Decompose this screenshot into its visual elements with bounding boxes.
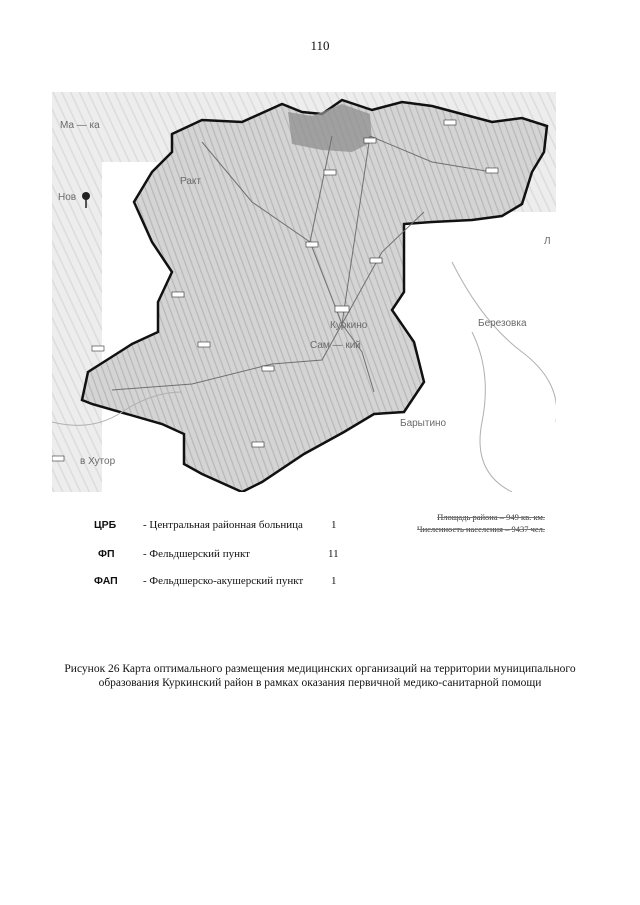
river [452, 262, 556, 422]
legend-abbr: ЦРБ [94, 519, 117, 531]
facility-marker [370, 258, 382, 263]
figure-caption: Рисунок 26 Карта оптимального размещения медицинских организаций на территории муниципального образования Куркинский район в рамках оказания первичной медико-санитарной помощи [64, 663, 576, 689]
facility-marker [92, 346, 104, 351]
facility-marker [252, 442, 264, 447]
facility-marker [172, 292, 184, 297]
map-label: Барытино [400, 418, 447, 429]
map-label: Куркино [330, 320, 368, 331]
map-label: Л [544, 236, 551, 247]
legend-description: - Фельдшерско-акушерский пункт [143, 575, 304, 587]
map-label: Сам — кий [310, 340, 361, 351]
facility-marker [198, 342, 210, 347]
facility-marker [306, 242, 318, 247]
river [472, 332, 512, 492]
map-label: Ма — ка [60, 120, 100, 131]
population-stat: Численность населения – 9437 чел. [417, 524, 545, 534]
page-number: 110 [310, 38, 330, 53]
legend-count: 11 [328, 548, 339, 560]
facility-marker [52, 456, 64, 461]
legend-description: - Фельдшерский пункт [143, 548, 250, 560]
surrounding-area-left [52, 92, 102, 492]
legend-row [0, 519, 640, 535]
legend-row [0, 575, 640, 591]
legend-description: - Центральная районная больница [143, 519, 303, 531]
facility-marker [262, 366, 274, 371]
legend-count: 1 [331, 575, 337, 587]
facility-marker [364, 138, 376, 143]
map-label: в Хутор [80, 456, 116, 467]
facility-marker [486, 168, 498, 173]
legend-count: 1 [331, 519, 337, 531]
facility-marker [335, 306, 349, 312]
facility-marker [444, 120, 456, 125]
district-map [52, 92, 556, 492]
map-label: Ракт [180, 176, 201, 187]
map-label: Нов [58, 192, 77, 203]
map-label: Березовка [478, 318, 527, 329]
legend-abbr: ФП [98, 548, 115, 560]
legend-abbr: ФАП [94, 575, 118, 587]
area-stat: Площадь района – 949 кв. км. [437, 512, 545, 522]
legend-row [0, 548, 640, 564]
facility-marker [324, 170, 336, 175]
